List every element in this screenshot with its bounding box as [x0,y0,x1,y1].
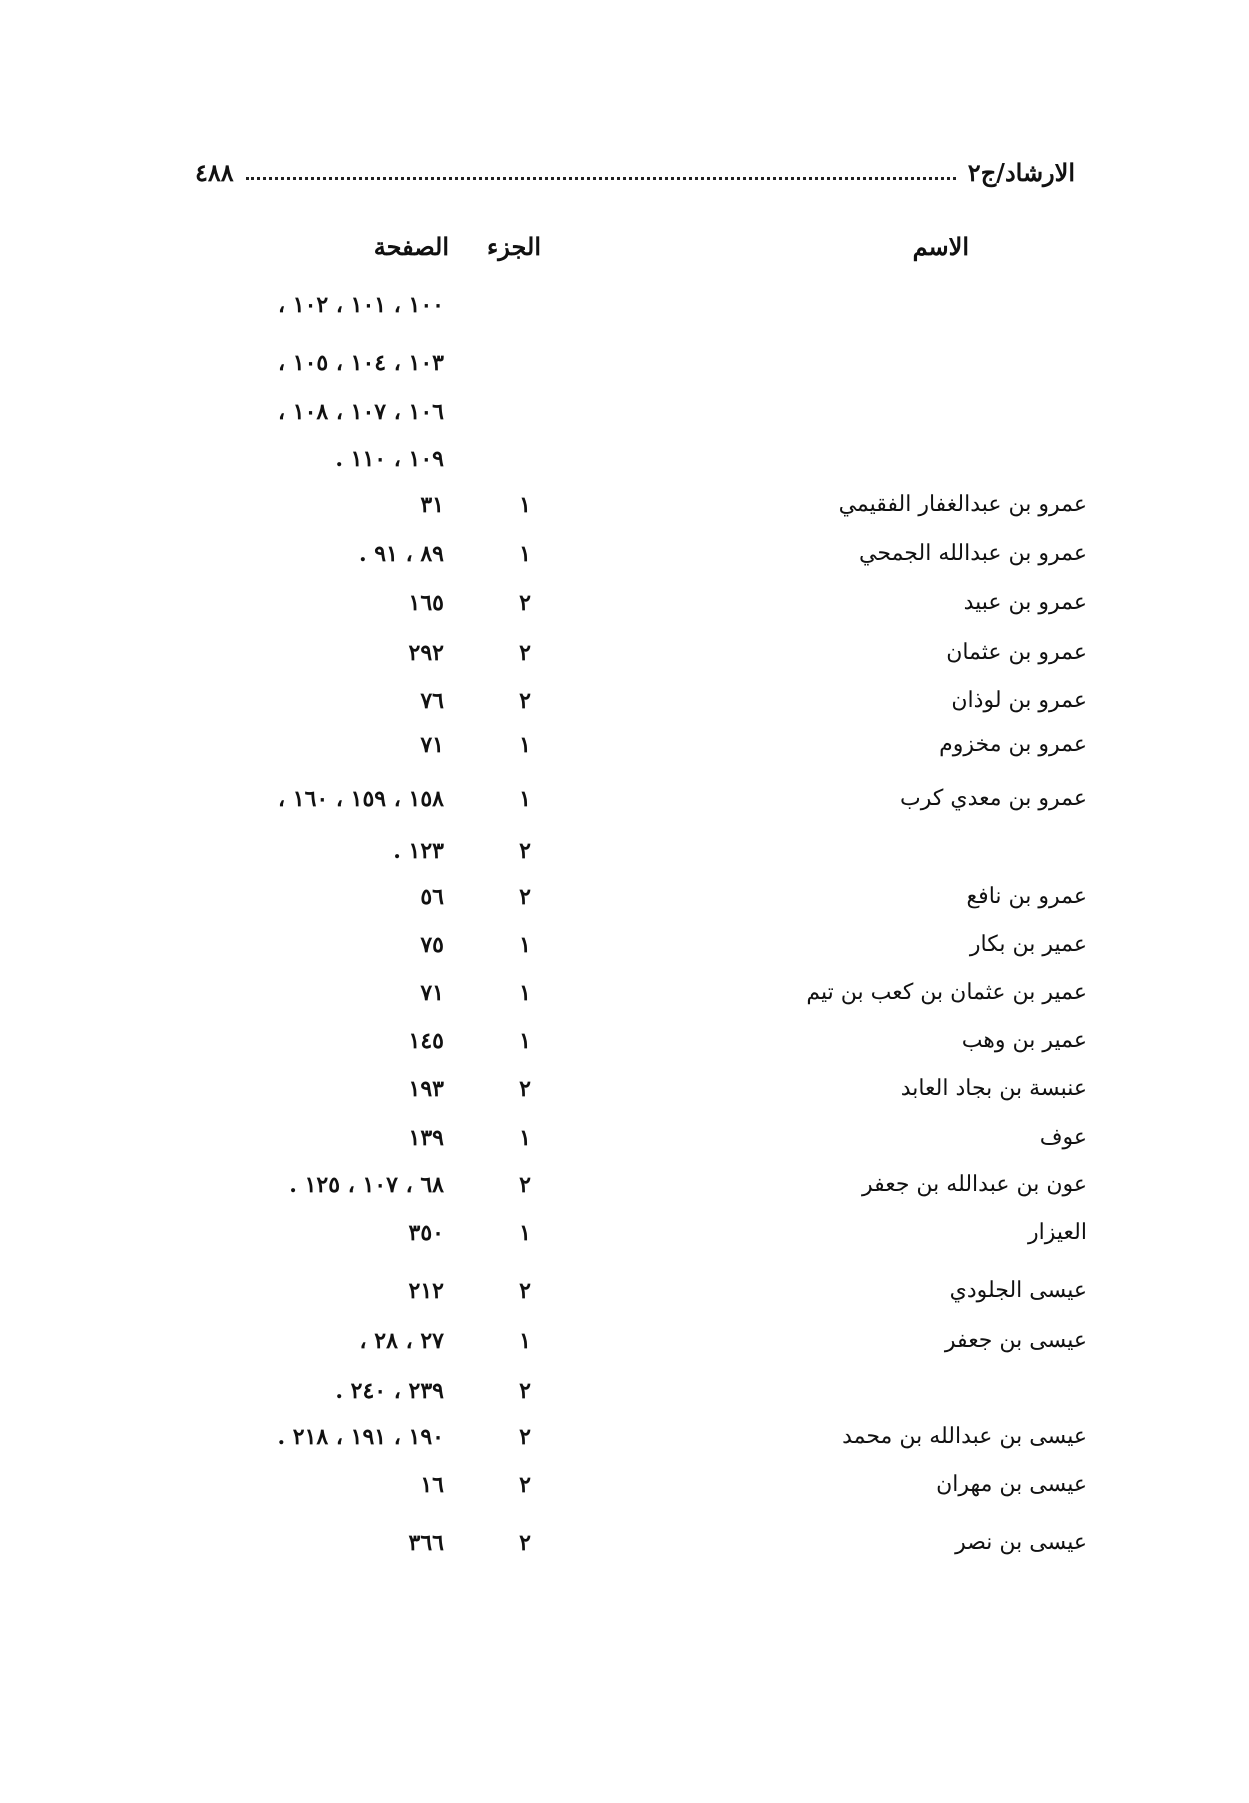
entry-volume: ٢ [519,838,531,864]
index-row [0,1424,1249,1464]
entry-name: عمرو بن مخزوم [939,732,1087,757]
index-row [0,1328,1249,1368]
entry-pages: ١٦٥ [408,590,444,616]
entry-pages: ٦٨ ، ١٠٧ ، ١٢٥ . [289,1172,444,1198]
entry-pages: ٢٩٢ [408,640,444,666]
entry-pages: ١٠٠ ، ١٠١ ، ١٠٢ ، [278,292,444,318]
column-header-name: الاسم [912,232,969,261]
entry-name: عمرو بن لوذان [951,688,1087,713]
index-row [0,350,1249,390]
entry-volume: ١ [519,980,531,1006]
entry-volume: ٢ [519,1378,531,1404]
index-row [0,640,1249,680]
index-row [0,1220,1249,1260]
entry-pages: ٣٥٠ [408,1220,444,1246]
entry-name: عيسى بن عبدالله بن محمد [842,1424,1087,1449]
index-row [0,1472,1249,1512]
entry-name: عنبسة بن بجاد العابد [900,1076,1087,1101]
entry-pages: ١٠٦ ، ١٠٧ ، ١٠٨ ، [278,399,444,425]
index-row [0,1530,1249,1570]
entry-name: عمرو بن عبدالغفار الفقيمي [838,492,1087,517]
entry-name: عيسى بن جعفر [944,1328,1087,1353]
entry-volume: ٢ [519,1472,531,1498]
entry-name: عمير بن بكار [969,932,1087,957]
index-row [0,1125,1249,1165]
entry-volume: ٢ [519,1076,531,1102]
index-row [0,688,1249,728]
index-row [0,399,1249,439]
book-title: الارشاد/ج٢ [967,157,1075,187]
entry-pages: ١٥٨ ، ١٥٩ ، ١٦٠ ، [278,786,444,812]
entry-name: عمرو بن معدي كرب [900,786,1087,811]
entry-pages: ١٣٩ [408,1125,444,1151]
index-row [0,292,1249,332]
entry-name: عيسى الجلودي [949,1278,1087,1303]
entry-pages: ٢٣٩ ، ٢٤٠ . [335,1378,444,1404]
index-row [0,1172,1249,1212]
entry-name: عمير بن عثمان بن كعب بن تيم [806,980,1087,1005]
entry-volume: ١ [519,492,531,518]
index-row [0,492,1249,532]
entry-name: عون بن عبدالله بن جعفر [861,1172,1087,1197]
entry-pages: ٣٦٦ [408,1530,444,1556]
index-row [0,1076,1249,1116]
entry-name: عمرو بن عثمان [946,640,1087,665]
index-row [0,732,1249,772]
entry-pages: ٨٩ ، ٩١ . [358,541,444,567]
entry-pages: ١٩٠ ، ١٩١ ، ٢١٨ . [277,1424,444,1450]
entry-volume: ١ [519,786,531,812]
entry-name: عوف [1039,1125,1087,1150]
column-header-volume: الجزء [487,232,541,261]
entry-volume: ٢ [519,884,531,910]
entry-volume: ١ [519,732,531,758]
index-row [0,446,1249,486]
index-row [0,786,1249,826]
index-row [0,1378,1249,1418]
entry-name: عمرو بن نافع [966,884,1087,909]
entry-name: عيسى بن نصر [955,1530,1087,1555]
index-row [0,980,1249,1020]
entry-pages: ٢٧ ، ٢٨ ، [359,1328,444,1354]
entry-pages: ٧١ [420,732,444,758]
entry-pages: ٧٦ [420,688,444,714]
entry-pages: ١٠٩ ، ١١٠ . [335,446,444,472]
entry-volume: ٢ [519,1424,531,1450]
entry-name: عمرو بن عبدالله الجمحي [859,541,1087,566]
entry-name: عيسى بن مهران [936,1472,1087,1497]
index-row [0,590,1249,630]
entry-pages: ٧٥ [420,932,444,958]
entry-name: عمرو بن عبيد [963,590,1087,615]
index-row [0,838,1249,878]
entry-volume: ٢ [519,640,531,666]
entry-volume: ١ [519,1125,531,1151]
page-number: ٤٨٨ [195,157,234,187]
index-row [0,884,1249,924]
index-row [0,541,1249,581]
entry-pages: ١٤٥ [408,1028,444,1054]
entry-volume: ١ [519,932,531,958]
entry-volume: ١ [519,1028,531,1054]
entry-pages: ١٢٣ . [393,838,444,864]
index-row [0,1028,1249,1068]
entry-volume: ٢ [519,688,531,714]
entry-pages: ٣١ [420,492,444,518]
entry-pages: ٥٦ [420,884,444,910]
entry-volume: ١ [519,541,531,567]
index-row [0,1278,1249,1318]
column-header-pages: الصفحة [373,232,449,261]
entry-name: العيزار [1028,1220,1087,1245]
entry-volume: ٢ [519,1278,531,1304]
entry-volume: ١ [519,1220,531,1246]
entry-pages: ٧١ [420,980,444,1006]
entry-pages: ١٦ [420,1472,444,1498]
entry-volume: ٢ [519,590,531,616]
entry-volume: ٢ [519,1172,531,1198]
entry-name: عمير بن وهب [961,1028,1087,1053]
entry-volume: ٢ [519,1530,531,1556]
index-row [0,932,1249,972]
entry-pages: ١٠٣ ، ١٠٤ ، ١٠٥ ، [278,350,444,376]
entry-pages: ٢١٢ [408,1278,444,1304]
entry-pages: ١٩٣ [408,1076,444,1102]
entry-volume: ١ [519,1328,531,1354]
